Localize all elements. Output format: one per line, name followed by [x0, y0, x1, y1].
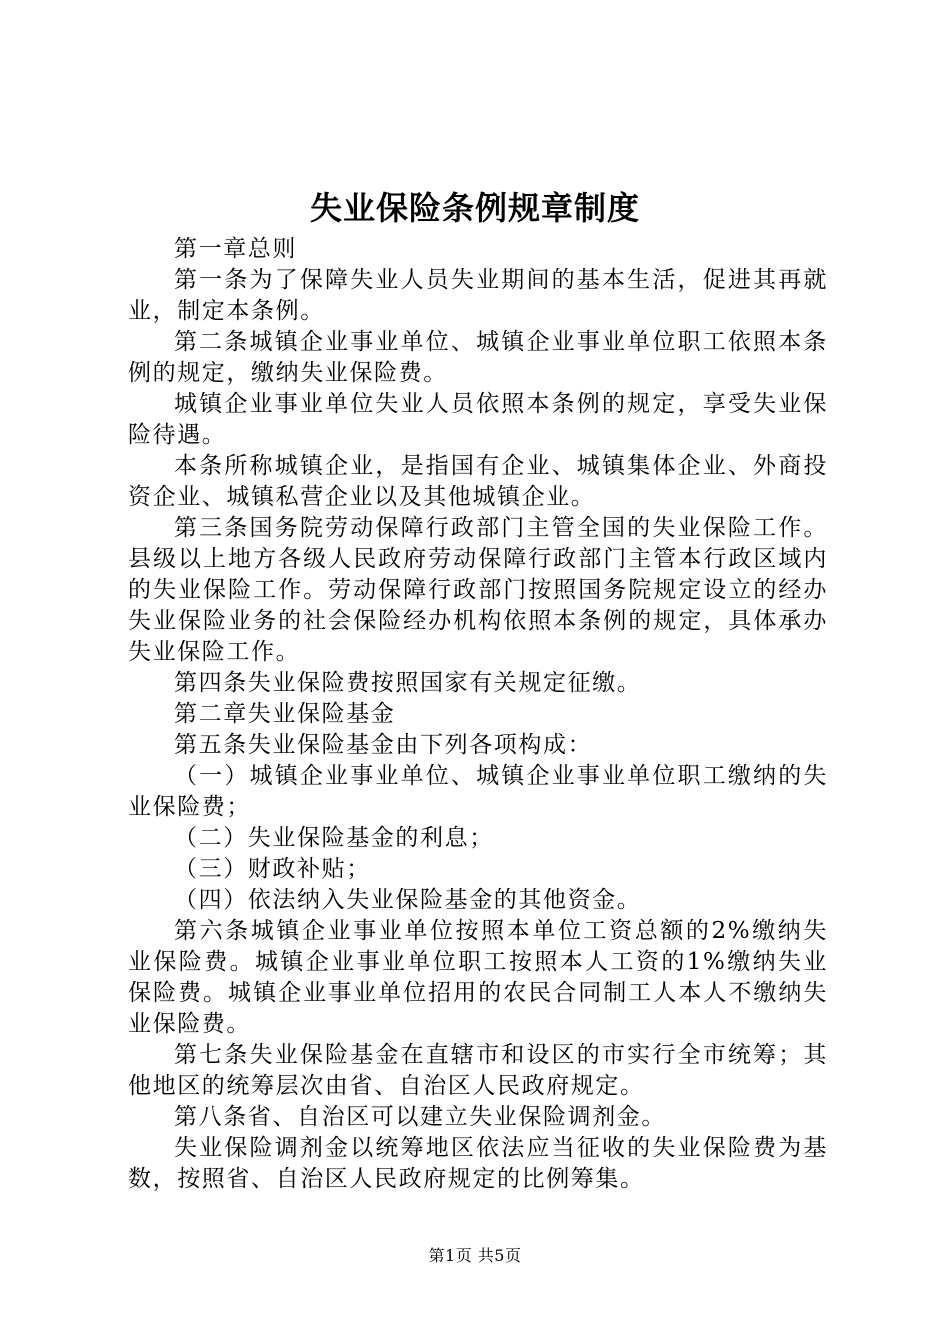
paragraph: 第八条省、自治区可以建立失业保险调剂金。 — [174, 1104, 666, 1130]
chapter-heading: 第二章失业保险基金 — [174, 701, 396, 727]
page-number-footer: 第1页 共5页 — [428, 1246, 522, 1265]
list-item: （二）失业保险基金的利息； — [174, 825, 494, 851]
list-item: （三）财政补贴； — [174, 856, 371, 882]
list-item: （一）城镇企业事业单位、城镇企业事业单位职工缴纳的失业保险费； — [128, 763, 828, 820]
paragraph: 第七条失业保险基金在直辖市和设区的市实行全市统筹；其他地区的统筹层次由省、自治区人民政府规定。 — [128, 1042, 828, 1099]
paragraph: 第四条失业保险费按照国家有关规定征缴。 — [174, 670, 642, 696]
paragraph: 本条所称城镇企业，是指国有企业、城镇集体企业、外商投资企业、城镇私营企业以及其他城镇企业。 — [128, 453, 828, 510]
paragraph: 城镇企业事业单位失业人员依照本条例的规定，享受失业保险待遇。 — [128, 391, 828, 448]
document-body — [128, 234, 828, 1195]
paragraph: 失业保险调剂金以统筹地区依法应当征收的失业保险费为基数，按照省、自治区人民政府规定的比例筹集。 — [128, 1135, 828, 1192]
chapter-heading: 第一章总则 — [174, 236, 297, 262]
list-item: （四）依法纳入失业保险基金的其他资金。 — [174, 887, 642, 913]
document-title: 失业保险条例规章制度 — [309, 189, 640, 227]
paragraph: 第三条国务院劳动保障行政部门主管全国的失业保险工作。县级以上地方各级人民政府劳动保障行政部门主管本行政区域内的失业保险工作。劳动保障行政部门按照国务院规定设立的经办失业保险业务的社会保险经办机构依照本条例的规定，具体承办失业保险工作。 — [128, 515, 828, 665]
paragraph: 第二条城镇企业事业单位、城镇企业事业单位职工依照本条例的规定，缴纳失业保险费。 — [128, 329, 828, 386]
paragraph: 第一条为了保障失业人员失业期间的基本生活，促进其再就业，制定本条例。 — [128, 267, 828, 324]
paragraph: 第六条城镇企业事业单位按照本单位工资总额的2%缴纳失业保险费。城镇企业事业单位职工按照本人工资的1%缴纳失业保险费。城镇企业事业单位招用的农民合同制工人本人不缴纳失业保险费。 — [128, 918, 828, 1037]
paragraph: 第五条失业保险基金由下列各项构成： — [174, 732, 593, 758]
